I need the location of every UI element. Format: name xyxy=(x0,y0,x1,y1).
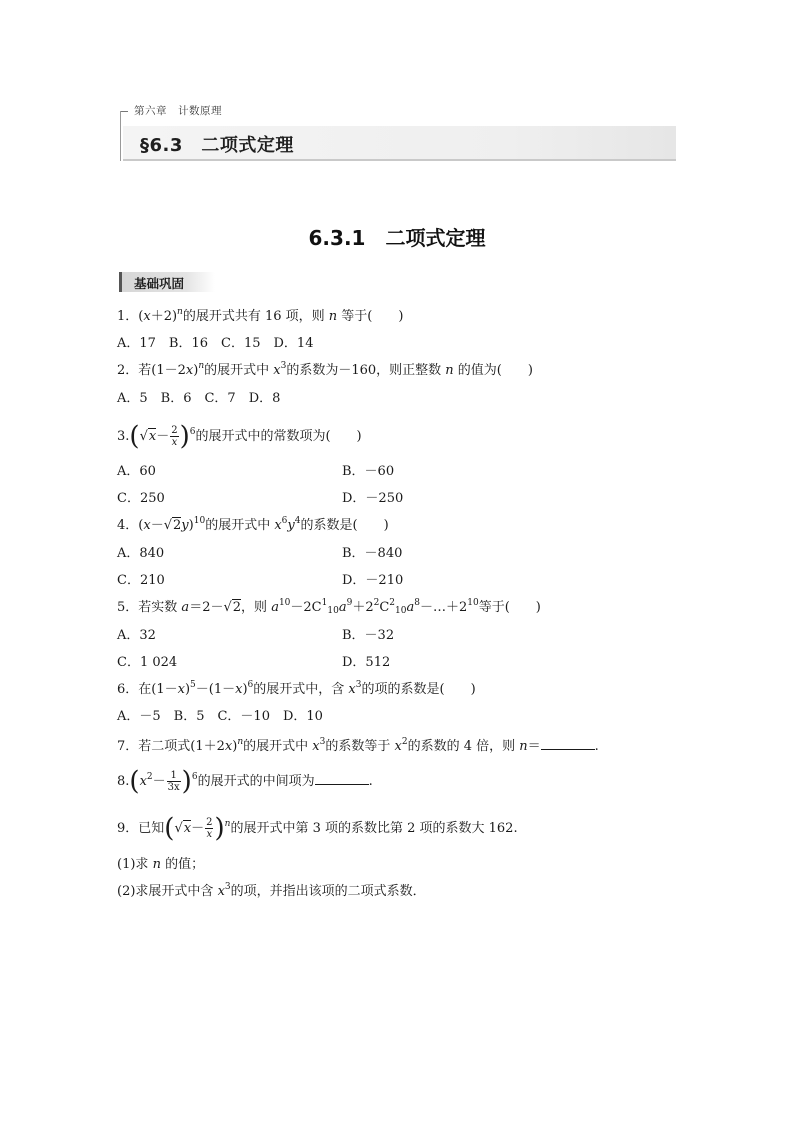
q2-text: ) xyxy=(193,363,199,378)
q5-text: ＋2 xyxy=(352,600,374,615)
q9-exp-n: n xyxy=(224,819,231,829)
q7-text: 的系数的 4 倍，则 xyxy=(407,739,520,754)
q2-text: 的系数为－160，则正整数 xyxy=(286,363,446,378)
q4-exp: 4 xyxy=(294,516,301,526)
q3-sqrt: √x xyxy=(139,429,157,444)
q7-text: 的展开式中 xyxy=(243,739,313,754)
q5-sqrt-value: 2 xyxy=(232,600,242,615)
q6-text: 的项的系数是( ) xyxy=(361,682,476,697)
q6-text: 的展开式中，含 xyxy=(253,682,349,697)
q3-minus: － xyxy=(156,429,170,444)
q4-text: ( xyxy=(138,518,144,533)
q2-var-n: n xyxy=(445,363,454,378)
badge-stripe xyxy=(119,272,122,292)
q3-exp: 6 xyxy=(189,427,196,437)
q3-option-c: C．250 xyxy=(117,491,165,506)
q5-number: 5． xyxy=(117,600,139,615)
q5-exp: 2 xyxy=(373,598,380,608)
q6-text: －(1－ xyxy=(195,682,236,697)
q9-fraction xyxy=(205,817,213,840)
q5-option-b: B．－32 xyxy=(342,628,395,643)
q4-var-x: x xyxy=(143,518,151,533)
q9-sub1-text: (1)求 xyxy=(117,857,153,872)
q7-var-n: n xyxy=(519,739,528,754)
q4-option-c: C．210 xyxy=(117,573,165,588)
q4-option-b: B．－840 xyxy=(342,546,403,561)
q1-exp-n: n xyxy=(177,307,183,317)
q6-text: ) xyxy=(242,682,248,697)
q8-answer-blank[interactable] xyxy=(315,771,369,785)
question-3 xyxy=(117,421,362,452)
q4-var-y: y xyxy=(181,518,189,533)
q3-option-b: B．－60 xyxy=(342,464,395,479)
q2-text: 若(1－2 xyxy=(138,363,186,378)
q5-binom-top: 1 xyxy=(321,598,328,608)
q4-var-x: x xyxy=(274,518,282,533)
q9-sub1-text: 的值； xyxy=(160,857,205,872)
q3-paren-open: ( xyxy=(129,421,140,452)
q6-exp: 3 xyxy=(355,680,362,690)
q7-var-x: x xyxy=(312,739,320,754)
q5-var-a: a xyxy=(406,600,415,615)
question-2 xyxy=(117,362,533,380)
q8-paren-close: ) xyxy=(181,766,192,797)
q3-fraction xyxy=(170,425,178,448)
q5-option-c: C．1 024 xyxy=(117,655,178,670)
q5-option-a: A．32 xyxy=(117,628,156,643)
header-vertical-rule xyxy=(120,111,121,161)
q3-number: 3. xyxy=(117,429,130,444)
q8-paren-open: ( xyxy=(129,766,140,797)
q8-exp: 2 xyxy=(146,772,153,782)
badge-label: 基础巩固 xyxy=(134,276,185,291)
q1-var-x: x xyxy=(143,309,151,324)
q4-sqrt: √2 xyxy=(163,518,182,533)
question-5 xyxy=(117,599,541,617)
page-header xyxy=(120,100,676,162)
q8-var-x: x xyxy=(139,774,147,789)
q6-var-x: x xyxy=(348,682,356,697)
q9-var-x: x xyxy=(183,821,192,836)
q4-text: － xyxy=(150,518,164,533)
q3-paren-close: ) xyxy=(179,421,190,452)
q7-answer-blank[interactable] xyxy=(541,736,595,750)
question-7 xyxy=(117,736,599,756)
q6-text: ) xyxy=(184,682,191,697)
q4-text: 的展开式中 xyxy=(205,518,275,533)
q5-text: －…＋2 xyxy=(419,600,468,615)
q5-var-a: a xyxy=(181,600,190,615)
q1-options: A．17 B．16 C．15 D．14 xyxy=(117,336,314,351)
q3-option-d: D．－250 xyxy=(342,491,404,506)
q4-option-a: A．840 xyxy=(117,546,165,561)
q2-exp-n: n xyxy=(198,361,205,371)
q1-number: 1． xyxy=(117,309,139,324)
q2-exp: 3 xyxy=(280,361,287,371)
q6-number: 6． xyxy=(117,682,139,697)
q5-option-d: D．512 xyxy=(342,655,391,670)
q9-sub2-text: 的项，并指出该项的二项式系数． xyxy=(230,884,426,899)
q3-option-a: A．60 xyxy=(117,464,156,479)
q9-minus: － xyxy=(191,821,205,836)
q7-text: 的系数等于 xyxy=(325,739,395,754)
q8-minus: － xyxy=(152,774,166,789)
q7-text: ＝ xyxy=(527,739,541,754)
q5-text: ＝2－ xyxy=(189,600,224,615)
header-rule xyxy=(120,111,128,112)
q7-var-x: x xyxy=(394,739,402,754)
q7-text: 若二项式(1＋2 xyxy=(138,739,225,754)
q1-text: ＋2) xyxy=(150,309,178,324)
q5-text: C xyxy=(379,600,390,615)
q4-option-d: D．－210 xyxy=(342,573,404,588)
q8-text: 的展开式的中间项为 xyxy=(197,774,315,789)
q7-var-x: x xyxy=(224,739,233,754)
q5-text: ，则 xyxy=(241,600,272,615)
page-title: 6.3.1 二项式定理 xyxy=(308,226,486,250)
q5-text: －2C xyxy=(290,600,322,615)
q7-text: ) xyxy=(232,739,238,754)
q5-sqrt: √2 xyxy=(223,600,242,615)
q5-var-a: a xyxy=(338,600,347,615)
q5-var-a: a xyxy=(271,600,279,615)
q4-sqrt-value: 2 xyxy=(173,518,182,533)
chapter-label: 第六章 计数原理 xyxy=(134,105,222,117)
q4-exp: 6 xyxy=(281,516,288,526)
q3-var-x: x xyxy=(148,429,157,444)
q2-var-x: x xyxy=(185,363,194,378)
q5-text: 等于( ) xyxy=(478,600,541,615)
q1-text: 的展开式共有 16 项，则 xyxy=(182,309,329,324)
q2-number: 2． xyxy=(117,363,139,378)
q2-text: 的值为( ) xyxy=(453,363,533,378)
q5-binom-bottom: 10 xyxy=(395,606,407,616)
q4-text: ) xyxy=(188,518,194,533)
section-badge xyxy=(119,272,215,292)
q9-text: 已知 xyxy=(138,821,165,836)
q5-text: 若实数 xyxy=(138,600,182,615)
q9-sub2-exp: 3 xyxy=(224,882,231,892)
q9-sub1-var-n: n xyxy=(152,857,161,872)
q7-exp: 2 xyxy=(401,737,408,747)
section-title: §6.3 二项式定理 xyxy=(140,135,294,156)
q2-options: A．5 B．6 C．7 D．8 xyxy=(117,391,281,406)
q4-text: 的系数是( ) xyxy=(300,518,389,533)
q1-var-n: n xyxy=(328,309,338,324)
q4-exp: 10 xyxy=(193,516,206,526)
q9-frac-den: x xyxy=(206,829,213,840)
q3-text: 的展开式中的常数项为( ) xyxy=(195,429,362,444)
q7-exp-n: n xyxy=(237,737,244,747)
q2-text: 的展开式中 xyxy=(204,363,274,378)
q6-var-x: x xyxy=(235,682,243,697)
q9-paren-open: ( xyxy=(164,813,175,844)
q8-text: . xyxy=(368,774,373,789)
q9-subquestion-2 xyxy=(117,883,426,901)
q7-exp: 3 xyxy=(319,737,326,747)
question-9 xyxy=(117,813,518,844)
q6-options: A．－5 B．5 C．－10 D．10 xyxy=(117,709,323,724)
q3-frac-num: 2 xyxy=(171,425,178,436)
q2-var-x: x xyxy=(273,363,281,378)
q3-frac-den: x xyxy=(171,437,178,448)
q9-sub2-var-x: x xyxy=(217,884,225,899)
q9-sqrt: √x xyxy=(174,821,192,836)
question-8 xyxy=(117,766,373,797)
q8-frac-num: 1 xyxy=(167,770,181,782)
q8-number: 8. xyxy=(117,774,130,789)
q9-subquestion-1 xyxy=(117,856,204,874)
q8-frac-den: 3x xyxy=(167,782,180,793)
q9-sub2-text: (2)求展开式中含 xyxy=(117,884,218,899)
q9-text: 的展开式中第 3 项的系数比第 2 项的系数大 162. xyxy=(230,821,518,836)
q8-fraction xyxy=(167,770,181,793)
q9-paren-close: ) xyxy=(214,813,225,844)
q1-text: ( xyxy=(138,309,144,324)
q9-number: 9． xyxy=(117,821,139,836)
q6-var-x: x xyxy=(177,682,185,697)
q6-exp: 5 xyxy=(190,680,196,690)
q4-var-y: y xyxy=(287,518,295,533)
q6-text: 在(1－ xyxy=(138,682,178,697)
question-4 xyxy=(117,517,389,535)
q1-text: 等于( ) xyxy=(337,309,404,324)
q5-exp: 9 xyxy=(346,598,353,608)
q5-binom-top: 2 xyxy=(389,598,396,608)
q5-binom-bottom: 10 xyxy=(327,606,339,616)
q7-number: 7． xyxy=(117,739,139,754)
q5-exp: 8 xyxy=(414,598,420,608)
question-1 xyxy=(117,308,403,326)
question-6 xyxy=(117,681,476,699)
q7-text: . xyxy=(594,739,599,754)
q5-exp: 10 xyxy=(278,598,291,608)
q5-exp: 10 xyxy=(467,598,479,608)
q6-exp: 6 xyxy=(247,680,254,690)
q8-exp: 6 xyxy=(191,772,198,782)
q4-number: 4． xyxy=(117,518,139,533)
q9-frac-num: 2 xyxy=(206,817,213,828)
